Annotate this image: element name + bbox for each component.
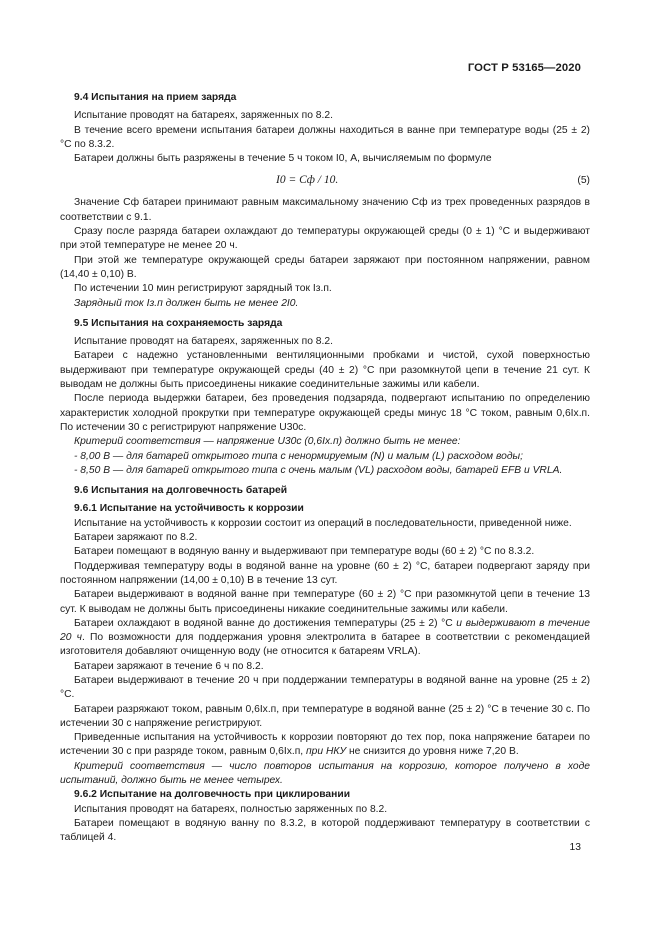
formula: I0 = Cф / 10.: [276, 174, 339, 187]
formula-number: (5): [577, 175, 590, 187]
section-9-6-2-title: 9.6.2 Испытание на долговечность при циклировании: [74, 789, 351, 801]
list-item: - 8,50 В — для батарей открытого типа с очень малым (VL) расходом воды, батарей EFB и VRLA.: [74, 464, 563, 476]
text-run-italic: при НКУ: [306, 746, 347, 758]
paragraph: Батареи с надежно установленными вентиляционными пробками и чистой, сухой поверхностью выдерживают при температуре окружающей среды (40 ± 2) °С при разомкнутой цепи в течение 21 сут. К выводам не должны быть присоединены никакие соединительные зажимы или кабели.: [60, 350, 590, 391]
paragraph: Значение Сф батареи принимают равным максимальному значению Сф из трех проведенных разрядов в соответствии с 9.1.: [60, 197, 590, 223]
paragraph: Батареи должны быть разряжены в течение 5 ч током I0, А, вычисляемым по формуле: [74, 153, 492, 165]
paragraph: Батареи помещают в водяную ванну и выдерживают при температуре воды (60 ± 2) °С по 8.3.2.: [74, 546, 535, 558]
section-9-4-title: 9.4 Испытания на прием заряда: [74, 92, 237, 103]
paragraph: Батареи заряжают в течение 6 ч по 8.2.: [74, 660, 264, 672]
paragraph-italic: Критерий соответствия — число повторов испытания на коррозию, которое получено в ходе испытаний, должно быть не менее четырех.: [60, 760, 590, 787]
paragraph: В течение всего времени испытания батареи должны находиться в ванне при температуре воды (25 ± 2) °С по 8.3.2.: [60, 124, 590, 150]
section-9-5-title: 9.5 Испытания на сохраняемость заряда: [74, 317, 283, 329]
paragraph-italic: Зарядный ток Iз.п должен быть не менее 2I0.: [74, 297, 299, 309]
text-run-italic: и выдерживают в течение 20 ч: [60, 617, 591, 644]
paragraph: Испытание проводят на батареях, заряженных по 8.2.: [74, 110, 333, 122]
text-run: Батареи охлаждают в водяной ванне до достижения температуры (25 ± 2) °С: [74, 617, 457, 629]
paragraph: Батареи заряжают по 8.2.: [74, 532, 198, 544]
text-run: . По возможности для поддержания уровня электролита в батарее в соответствии с рекомендацией изготовителя добавляют очищенную воду (не относится к батареям VRLA).: [60, 632, 590, 658]
paragraph: Испытания проводят на батареях, полностью заряженных по 8.2.: [74, 803, 388, 815]
paragraph: При этой же температуре окружающей среды батареи заряжают при постоянном напряжении, равном (14,40 ± 0,10) В.: [60, 254, 590, 280]
paragraph: Батареи выдерживают в водяной ванне при температуре (60 ± 2) °С при разомкнутой цепи в течение 13 сут. К выводам не должны быть присоединены никакие соединительные зажимы или кабели.: [60, 589, 590, 615]
section-9-6-1-title: 9.6.1 Испытание на устойчивость к коррозии: [74, 503, 304, 515]
paragraph: После периода выдержки батареи, без проведения подзаряда, подвергают испытанию по определению характеристик холодной прокрутки при температуре окружающей среды минус 18 °С током, равным 0,6Iх.п. По истечении 30 с регистрируют напряжение U30с.: [60, 393, 590, 433]
paragraph: Сразу после разряда батареи охлаждают до температуры окружающей среды (0 ± 1) °С и выдерживают при этой температуре не менее 20 ч.: [60, 226, 590, 252]
document-body: [60, 91, 590, 846]
paragraph: Батареи выдерживают в течение 20 ч при поддержании температуры в водяной ванне на уровне (25 ± 2) °С.: [60, 674, 590, 701]
paragraph: Испытание на устойчивость к коррозии состоит из операций в последовательности, приведенной ниже.: [74, 517, 572, 529]
list-item: - 8,00 В — для батарей открытого типа с ненормируемым (N) и малым (L) расходом воды;: [74, 450, 523, 462]
text-run: Приведенные испытания на устойчивость к коррозии повторяют до тех пор, пока напряжение батареи по истечении 30 с при разряде током, равным 0,6Iх.п,: [60, 732, 590, 758]
standard-code: ГОСТ Р 53165—2020: [467, 62, 581, 74]
section-9-6-title: 9.6 Испытания на долговечность батарей: [74, 485, 288, 497]
paragraph: По истечении 10 мин регистрируют зарядный ток Iз.п.: [74, 283, 332, 295]
paragraph-italic: Критерий соответствия — напряжение U30с (0,6Iх.п) должно быть не менее:: [74, 436, 461, 448]
paragraph: Батареи помещают в водяную ванну по 8.3.2, в которой поддерживают температуру в соответствии с таблицей 4.: [60, 817, 590, 844]
paragraph: Батареи разряжают током, равным 0,6Iх.п, при температуре в водяной ванне (25 ± 2) °С в течение 30 с. По истечении 30 с напряжение регистрируют.: [60, 703, 590, 729]
paragraph: [60, 731, 590, 760]
page-number: 13: [569, 842, 581, 853]
paragraph: [60, 617, 590, 660]
paragraph: Испытание проводят на батареях, заряженных по 8.2.: [74, 336, 333, 348]
paragraph: Поддерживая температуру воды в водяной ванне на уровне (60 ± 2) °С, батареи подвергают заряду при постоянном напряжении (14,00 ± 0,10) В в течение 13 сут.: [60, 560, 590, 586]
formula-block: [60, 166, 590, 196]
text-run: не снизится до уровня ниже 7,20 В.: [346, 746, 519, 758]
